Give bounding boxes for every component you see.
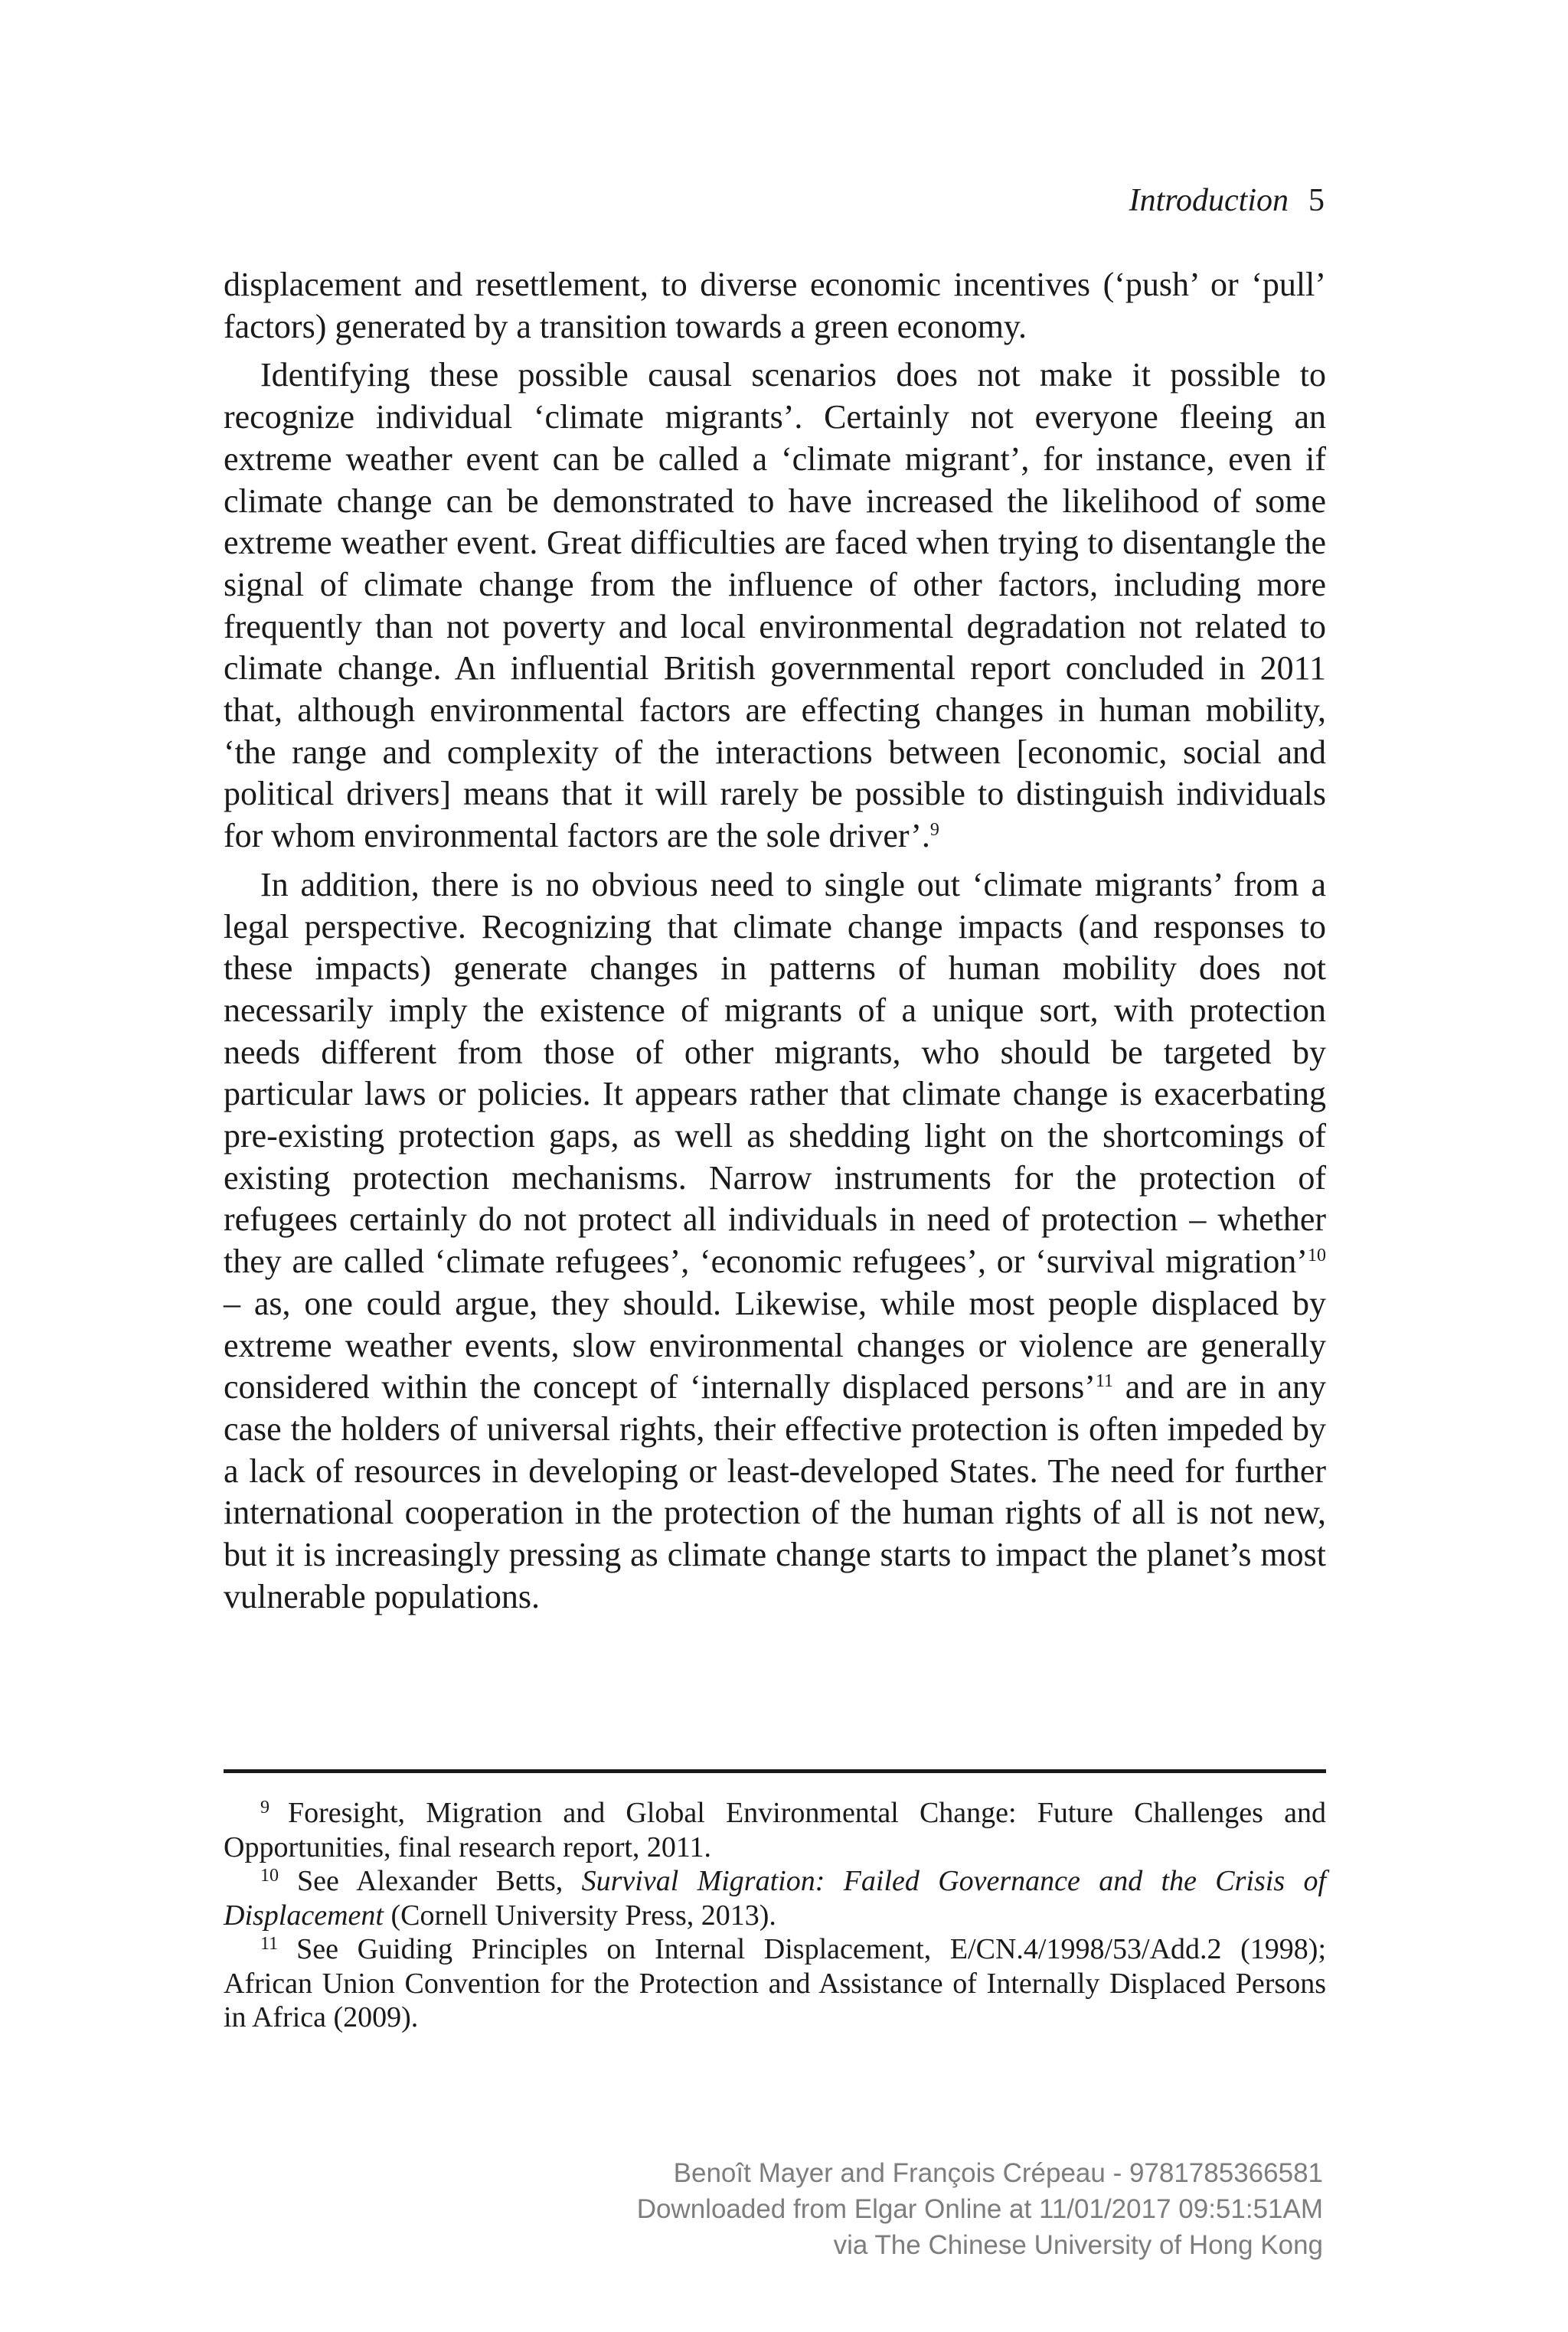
paragraph-3-text-b: – as, one could argue, they should. Likewise, while most people displaced by extreme weather events, slow environmental changes or violence are generally considered within the concept of ‘internally displaced persons’ bbox=[224, 1284, 1326, 1406]
footnote-mark: 10 bbox=[260, 1866, 279, 1886]
footnote-book-title: Survival Migration: Failed Governance and the Crisis of Displacement bbox=[224, 1865, 1327, 1932]
footnote-11 bbox=[224, 1932, 1326, 2035]
footnote-ref-11: 11 bbox=[1095, 1371, 1114, 1392]
footnote-separator-rule bbox=[224, 1769, 1326, 1773]
footnote-text: (Cornell University Press, 2013). bbox=[383, 1899, 776, 1932]
footnotes bbox=[224, 1796, 1326, 2035]
footnote-mark: 11 bbox=[260, 1934, 279, 1954]
footnote-9 bbox=[224, 1796, 1326, 1864]
footnote-ref-10: 10 bbox=[1308, 1246, 1326, 1266]
paragraph-2-text: Identifying these possible causal scenarios does not make it possible to recognize individual ‘climate migrants’. Certainly not everyone fleeing an extreme weather event can be called a ‘climate migrant’, for instance, even if climate change can be demonstrated to have increased the likelihood of some extreme weather event. Great difficulties are faced when trying to disentangle the signal of climate change from the influence of other factors, including more frequently than not poverty and local environmental degradation not related to climate change. An influential British governmental report concluded in 2011 that, although environmental factors are effecting changes in human mobility, ‘the range and complexity of the interactions between [economic, social and political drivers] means that it will rarely be possible to distinguish individuals for whom environmental factors are the sole driver’. bbox=[224, 356, 1326, 855]
page-number: 5 bbox=[1308, 183, 1325, 218]
running-head bbox=[1129, 179, 1325, 222]
paragraph-3 bbox=[224, 864, 1326, 1618]
footnote-mark: 9 bbox=[260, 1798, 270, 1818]
footnote-text: Foresight, Migration and Global Environmental Change: Future Challenges and Opportunities, final research report, 2011. bbox=[224, 1797, 1326, 1863]
running-head-title: Introduction bbox=[1129, 183, 1289, 218]
download-notice bbox=[404, 2155, 1323, 2263]
paragraph-1-text: displacement and resettlement, to diverse economic incentives (‘push’ or ‘pull’ factors) generated by a transition towards a green economy. bbox=[224, 266, 1326, 345]
download-notice-line-1: Benoît Mayer and François Crépeau - 9781785366581 bbox=[673, 2158, 1323, 2188]
footnote-text: See Guiding Principles on Internal Displacement, E/CN.4/1998/53/Add.2 (1998); African Union Convention for the Protection and Assistance of Internally Displaced Persons in Africa (2009). bbox=[224, 1933, 1326, 2033]
paragraph-3-text-a: In addition, there is no obvious need to single out ‘climate migrants’ from a legal perspective. Recognizing that climate change impacts (and responses to these impacts) generate changes in patterns of human mobility does not necessarily imply the existence of migrants of a unique sort, with protection needs different from those of other migrants, who should be targeted by particular laws or policies. It appears rather that climate change is exacerbating pre-existing protection gaps, as well as shedding light on the shortcomings of existing protection mechanisms. Narrow instruments for the protection of refugees certainly do not protect all individuals in need of protection – whether they are called ‘climate refugees’, ‘economic refugees’, or ‘survival migration’ bbox=[224, 865, 1326, 1281]
download-notice-line-2: Downloaded from Elgar Online at 11/01/2017 09:51:51AM bbox=[636, 2194, 1323, 2224]
footnote-ref-9: 9 bbox=[929, 820, 939, 841]
body-text bbox=[224, 264, 1326, 1625]
paragraph-3-text-c: and are in any case the holders of universal rights, their effective protection is often impeded by a lack of resources in developing or least-developed States. The need for further international cooperation in the protection of the human rights of all is not new, but it is increasingly pressing as climate change starts to impact the planet’s most vulnerable populations. bbox=[224, 1368, 1326, 1615]
paragraph-2 bbox=[224, 354, 1326, 857]
footnote-text: See Alexander Betts, bbox=[297, 1865, 582, 1897]
footnote-10 bbox=[224, 1864, 1326, 1932]
paragraph-1 bbox=[224, 264, 1326, 348]
download-notice-line-3: via The Chinese University of Hong Kong bbox=[833, 2230, 1323, 2260]
